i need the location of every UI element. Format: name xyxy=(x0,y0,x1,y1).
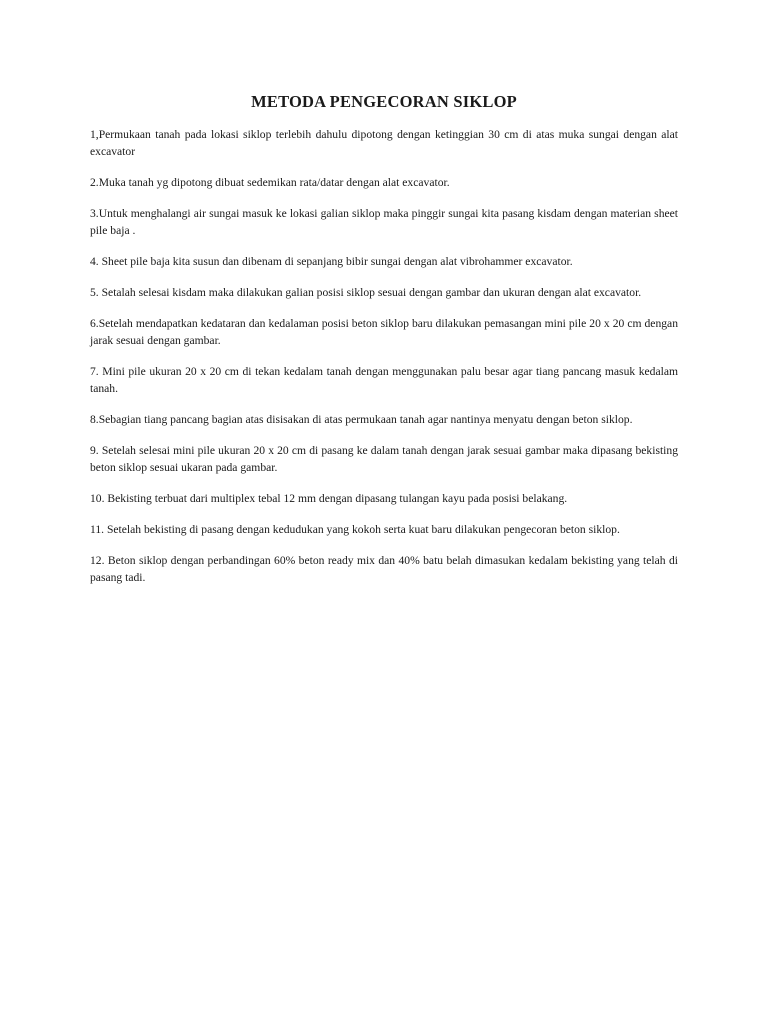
paragraph-2: 2.Muka tanah yg dipotong dibuat sedemikan rata/datar dengan alat excavator. xyxy=(90,176,450,189)
paragraph-3: 3.Untuk menghalangi air sungai masuk ke lokasi galian siklop maka pinggir sungai kita pasang kisdam dengan materian sheet pile baja . xyxy=(90,207,678,237)
document-title: METODA PENGECORAN SIKLOP xyxy=(251,92,517,111)
paragraph-4: 4. Sheet pile baja kita susun dan dibenam di sepanjang bibir sungai dengan alat vibrohammer excavator. xyxy=(90,255,573,268)
paragraph-11: 11. Setelah bekisting di pasang dengan kedudukan yang kokoh serta kuat baru dilakukan pengecoran beton siklop. xyxy=(90,523,620,536)
paragraph-9: 9. Setelah selesai mini pile ukuran 20 x 20 cm di pasang ke dalam tanah dengan jarak sesuai gambar maka dipasang bekisting beton siklop sesuai ukaran pada gambar. xyxy=(90,444,678,474)
paragraph-5: 5. Setalah selesai kisdam maka dilakukan galian posisi siklop sesuai dengan gambar dan ukuran dengan alat excavator. xyxy=(90,286,642,299)
paragraph-10: 10. Bekisting terbuat dari multiplex tebal 12 mm dengan dipasang tulangan kayu pada posisi belakang. xyxy=(90,492,568,505)
paragraph-8: 8.Sebagian tiang pancang bagian atas disisakan di atas permukaan tanah agar nantinya menyatu dengan beton siklop. xyxy=(90,413,633,426)
paragraph-list xyxy=(90,126,678,586)
paragraph-1: 1,Permukaan tanah pada lokasi siklop terlebih dahulu dipotong dengan ketinggian 30 cm di atas muka sungai dengan alat excavator xyxy=(90,128,678,158)
paragraph-12: 12. Beton siklop dengan perbandingan 60% beton ready mix dan 40% batu belah dimasukan kedalam bekisting yang telah di pasang tadi. xyxy=(90,554,678,584)
paragraph-7: 7. Mini pile ukuran 20 x 20 cm di tekan kedalam tanah dengan menggunakan palu besar agar tiang pancang masuk kedalam tanah. xyxy=(90,365,678,395)
paragraph-6: 6.Setelah mendapatkan kedataran dan kedalaman posisi beton siklop baru dilakukan pemasangan mini pile 20 x 20 cm dengan jarak sesuai dengan gambar. xyxy=(90,317,678,347)
